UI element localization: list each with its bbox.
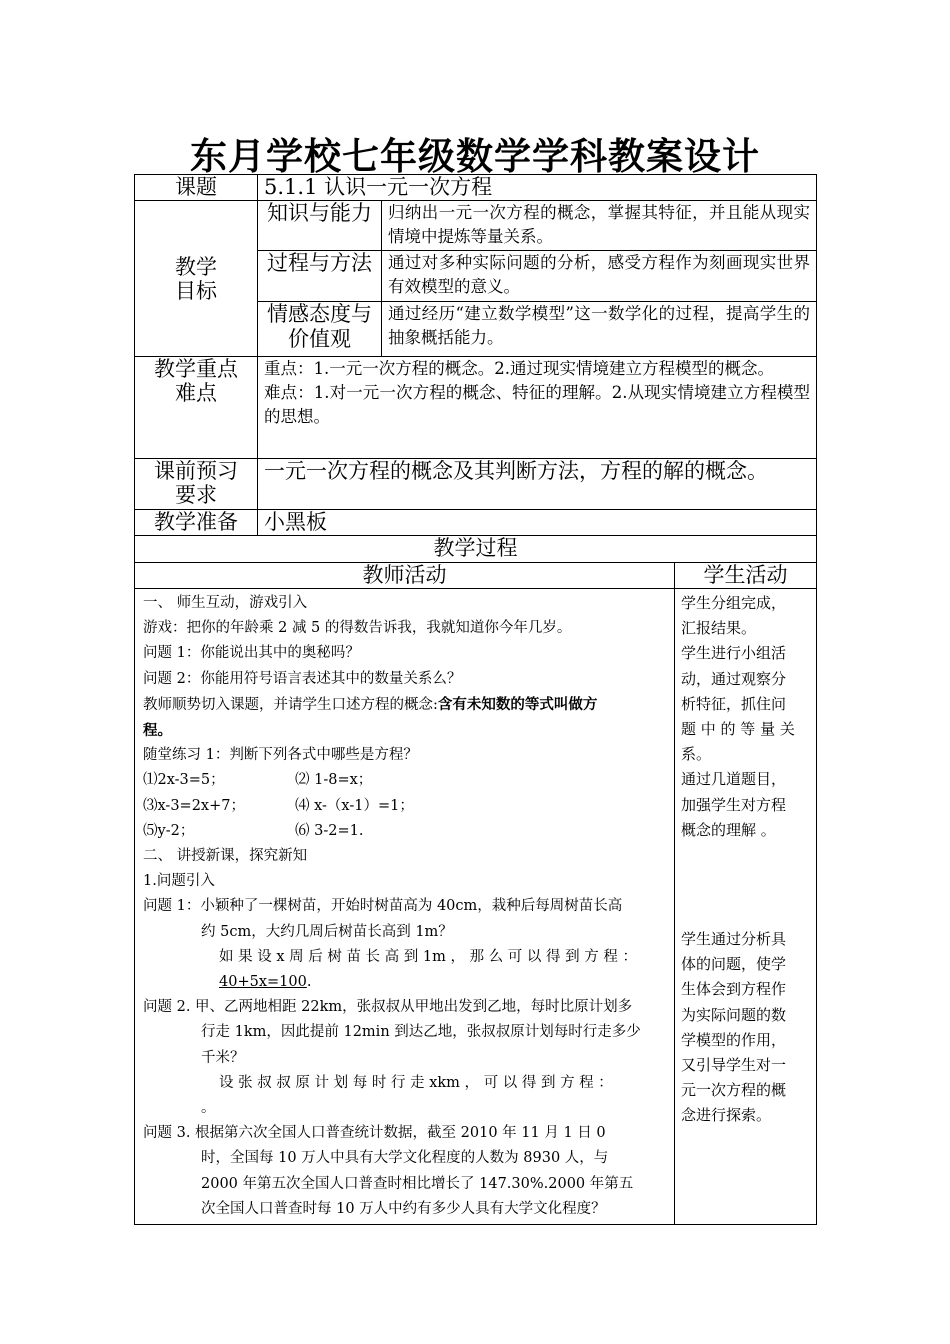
- section1-title: 一、 师生互动，游戏引入: [143, 595, 308, 611]
- objectives-label: [135, 201, 258, 357]
- student-line: 体的问题，使学: [681, 955, 787, 974]
- problem-3-line4: 次全国人口普查时每 10 万人中约有多少人具有大学文化程度？: [201, 1200, 606, 1217]
- keypoints-text: [258, 357, 817, 459]
- concept-line: [143, 692, 666, 718]
- student-line: 学生通过分析具: [681, 930, 787, 949]
- prep-value: 小黑板: [258, 510, 817, 536]
- problem-1-period: .: [306, 974, 312, 991]
- question-1: 问题 1：你能说出其中的奥秘吗？: [143, 645, 360, 662]
- subsection-1: 1.问题引入: [143, 873, 215, 890]
- student-line: 题 中 的 等 量 关: [681, 720, 795, 739]
- objective-process-label: 过程与方法: [258, 251, 382, 302]
- student-line: 系。: [681, 745, 712, 764]
- equation-1: ⑴2x-3=5；: [143, 772, 225, 789]
- objective-knowledge-label: 知识与能力: [258, 201, 382, 251]
- problem-2-line3: 千米？: [201, 1049, 245, 1066]
- equation-row: [143, 794, 666, 819]
- equation-5: ⑸y-2；: [143, 822, 195, 839]
- equation-row: [143, 768, 666, 793]
- objective-attitude-label: [258, 302, 382, 357]
- keypoints-key: 重点：1.一元一次方程的概念。2.通过现实情境建立方程模型的概念。: [264, 359, 774, 378]
- concept-definition-end: 程。: [143, 722, 172, 740]
- problem-2-line5: 。: [201, 1100, 216, 1117]
- equation-6: ⑹ 3-2=1.: [295, 822, 364, 839]
- objective-attitude-label-line2: 价值观: [288, 327, 351, 351]
- section2-title: 二、 讲授新课，探究新知: [143, 848, 308, 865]
- problem-2-line2: 行走 1km，因此提前 12min 到达乙地，张叔叔原计划每时行走多少: [201, 1024, 641, 1041]
- equation-4: ⑷ x-（x-1）=1；: [295, 797, 414, 814]
- teacher-activity: [135, 589, 675, 1225]
- keypoints-label-line2: 难点: [175, 381, 217, 405]
- concept-intro: 教师顺势切入课题，并请学生口述方程的概念:: [143, 696, 438, 713]
- objective-attitude-text: 通过经历“建立数学模型”这一数学化的过程，提高学生的抽象概括能力。: [382, 302, 817, 357]
- lesson-value: 5.1.1 认识一元一次方程: [258, 175, 817, 201]
- student-line: 元一次方程的概: [681, 1081, 787, 1100]
- lesson-label: 课题: [135, 175, 258, 201]
- objective-process-text: 通过对多种实际问题的分析，感受方程作为刻画现实世界有效模型的意义。: [382, 251, 817, 302]
- student-activity: [675, 589, 817, 1225]
- problem-2-line1: 问题 2. 甲、乙两地相距 22km，张叔叔从甲地出发到乙地，每时比原计划多: [143, 999, 633, 1016]
- question-2: 问题 2：你能用符号语言表述其中的数量关系么？: [143, 670, 462, 687]
- student-header: 学生活动: [675, 563, 817, 589]
- problem-1-line1: 问题 1：小颖种了一棵树苗，开始时树苗高为 40cm，栽种后每周树苗长高: [143, 898, 623, 915]
- problem-1-line3: 如 果 设 x 周 后 树 苗 长 高 到 1m ， 那 么 可 以 得 到 方 程 ：: [219, 948, 637, 965]
- preview-label: [135, 459, 258, 510]
- objectives-label-line2: 目标: [175, 278, 217, 303]
- lesson-plan-table: [134, 174, 817, 1225]
- student-line: 动，通过观察分: [681, 669, 787, 688]
- student-line: 学生进行小组活: [681, 644, 787, 663]
- preview-label-line2: 要求: [175, 483, 217, 507]
- teacher-header: 教师活动: [135, 563, 675, 589]
- spacer: [681, 843, 810, 871]
- student-line: 加强学生对方程: [681, 795, 787, 814]
- preview-value: 一元一次方程的概念及其判断方法，方程的解的概念。: [258, 459, 817, 510]
- student-line: 学生分组完成，: [681, 594, 787, 612]
- student-line: 学模型的作用，: [681, 1030, 787, 1049]
- objective-knowledge-text: 归纳出一元一次方程的概念，掌握其特征，并且能从现实情境中提炼等量关系。: [382, 201, 817, 251]
- keypoints-label: [135, 357, 258, 459]
- problem-1-line2: 约 5cm，大约几周后树苗长高到 1m？: [201, 923, 453, 940]
- equation-2: ⑵ 1-8=x；: [295, 772, 373, 789]
- student-line: 通过几道题目，: [681, 770, 787, 789]
- problem-2-line4: 设 张 叔 叔 原 计 划 每 时 行 走 xkm ， 可 以 得 到 方 程 ：: [219, 1074, 613, 1091]
- concept-definition: 含有未知数的等式叫做方: [437, 695, 598, 713]
- problem-1-equation: 40+5x=100: [219, 974, 307, 991]
- student-line: 汇报结果。: [681, 619, 757, 638]
- student-line: 析特征，抓住问: [681, 694, 787, 713]
- prep-label: 教学准备: [135, 510, 258, 536]
- student-line: 又引导学生对一: [681, 1056, 787, 1075]
- process-heading: 教学过程: [135, 536, 817, 563]
- problem-3-line3: 2000 年第五次全国人口普查时相比增长了 147.30%.2000 年第五: [201, 1175, 634, 1192]
- page-title: 东月学校七年级数学学科教案设计: [190, 135, 760, 178]
- keypoints-difficult: 难点：1.对一元一次方程的概念、特征的理解。2.从现实情境建立方程模型的思想。: [264, 383, 811, 426]
- problem-3-line2: 时，全国每 10 万人中具有大学文化程度的人数为 8930 人，与: [201, 1150, 609, 1167]
- equation-row: [143, 819, 666, 844]
- preview-label-line1: 课前预习: [154, 459, 238, 483]
- student-line: 念进行探索。: [681, 1106, 772, 1125]
- keypoints-label-line1: 教学重点: [154, 357, 238, 381]
- student-line: 生体会到方程作: [681, 980, 787, 999]
- exercise-1: 随堂练习 1：判断下列各式中哪些是方程？: [143, 747, 418, 764]
- game-text: 游戏：把你的年龄乘 2 减 5 的得数告诉我，我就知道你今年几岁。: [143, 620, 572, 637]
- objective-attitude-label-line1: 情感态度与: [267, 302, 372, 326]
- problem-1-equation-line: [143, 970, 666, 995]
- student-line: 概念的理解 。: [681, 820, 776, 839]
- spacer: [681, 871, 810, 899]
- student-line: 为实际问题的数: [681, 1005, 787, 1024]
- problem-3-line1: 问题 3. 根据第六次全国人口普查统计数据，截至 2010 年 11 月 1 日 0: [143, 1125, 606, 1142]
- equation-3: ⑶x-3=2x+7；: [143, 797, 245, 814]
- spacer: [681, 899, 810, 927]
- objectives-label-line1: 教学: [175, 254, 217, 279]
